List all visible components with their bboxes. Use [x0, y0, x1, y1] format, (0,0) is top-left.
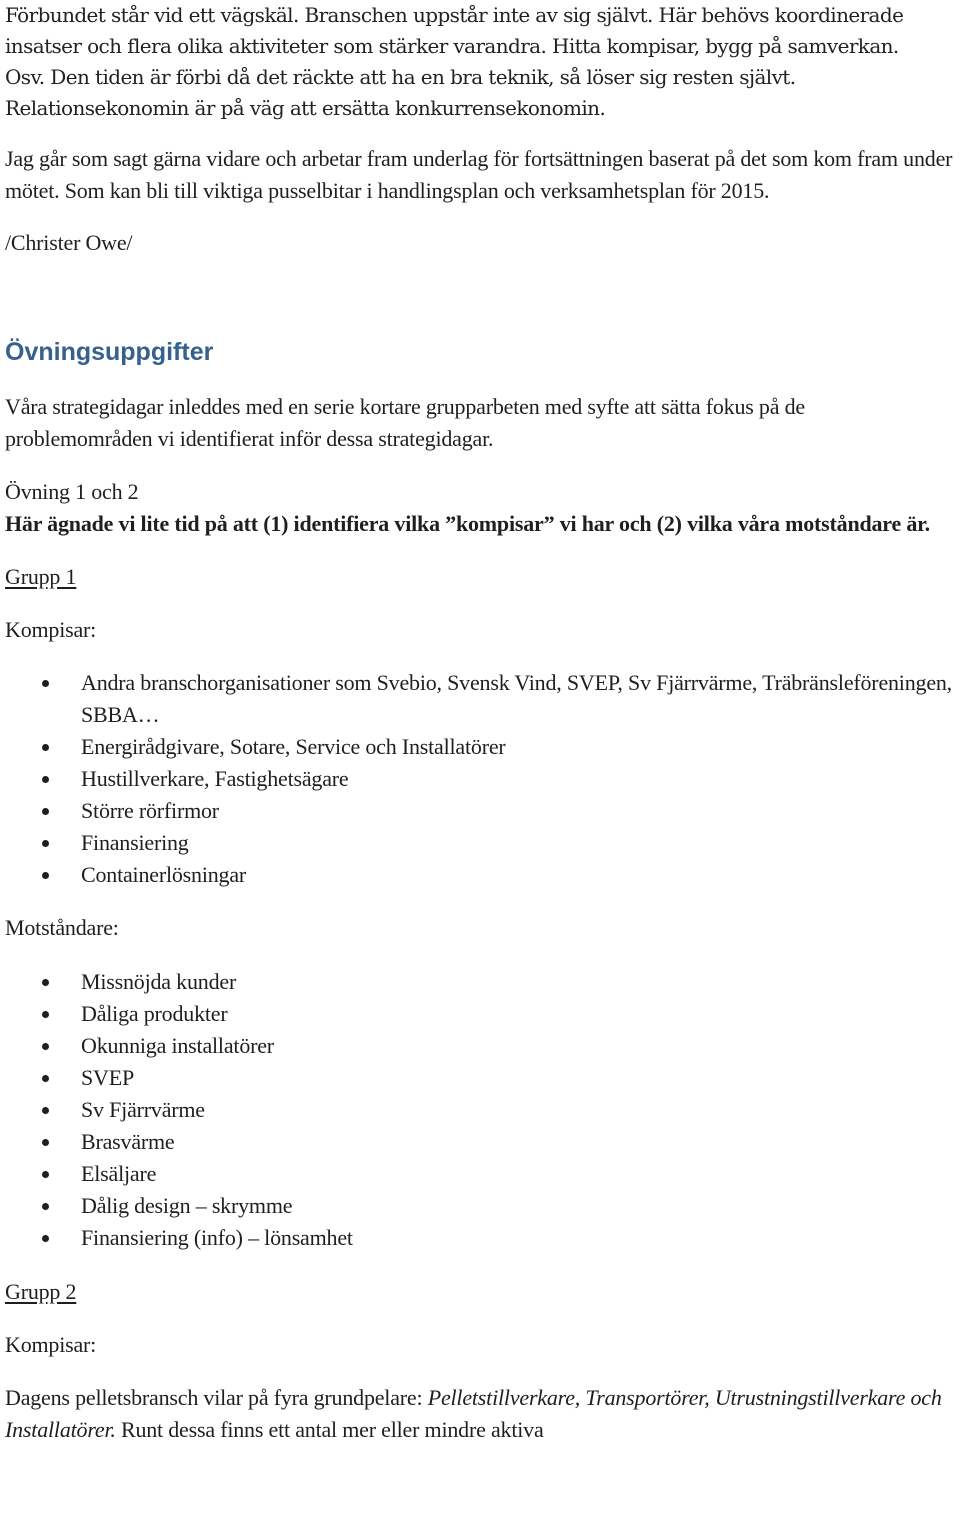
- bullet-icon: [42, 1171, 49, 1178]
- list-item: Dåliga produkter: [5, 998, 955, 1030]
- group2-paragraph: [5, 1382, 955, 1446]
- section-intro: Våra strategidagar inleddes med en serie kortare grupparbeten med syfte att sätta fokus på de problemområden vi identifierat inför dessa strategidagar.: [5, 394, 805, 451]
- group2-text-end: Runt dessa finns ett antal mer eller mindre aktiva: [115, 1417, 544, 1442]
- bullet-icon: [42, 1043, 49, 1050]
- bullet-icon: [42, 776, 49, 783]
- bullet-icon: [42, 1075, 49, 1082]
- intro-paragraph-1: Förbundet står vid ett vägskäl. Branschen uppstår inte av sig självt. Här behövs koordinerade insatser och flera olika aktiviteter som stärker varandra. Hitta kompisar, bygg på samverkan. Osv. Den tiden är förbi då det räckte att ha en bra teknik, så löser sig resten självt. Relationsekonomin är på väg att ersätta konkurrensekonomin.: [5, 3, 904, 120]
- group1-friends-list: [5, 667, 955, 891]
- list-item: Elsäljare: [5, 1158, 955, 1190]
- list-item: Missnöjda kunder: [5, 966, 955, 998]
- bullet-icon: [42, 680, 49, 687]
- group1-opponents-label: Motståndare:: [5, 915, 119, 940]
- list-item: Större rörfirmor: [5, 795, 955, 827]
- bullet-icon: [42, 744, 49, 751]
- list-item: Finansiering: [5, 827, 955, 859]
- bullet-icon: [42, 1203, 49, 1210]
- list-item: Energirådgivare, Sotare, Service och Installatörer: [5, 731, 955, 763]
- exercise-question: Här ägnade vi lite tid på att (1) identifiera vilka ”kompisar” vi har och (2) vilka våra motståndare är.: [5, 511, 930, 536]
- list-item: Sv Fjärrvärme: [5, 1094, 955, 1126]
- list-item: Finansiering (info) – lönsamhet: [5, 1222, 955, 1254]
- bullet-icon: [42, 1235, 49, 1242]
- group2-friends-label: Kompisar:: [5, 1332, 97, 1357]
- bullet-icon: [42, 840, 49, 847]
- bullet-icon: [42, 1107, 49, 1114]
- intro-paragraph-2: Jag går som sagt gärna vidare och arbetar fram underlag för fortsättningen baserat på det som kom fram under mötet. Som kan bli till viktiga pusselbitar i handlingsplan och verksamhetsplan för 2015.: [5, 146, 953, 203]
- group1-title: Grupp 1: [5, 564, 77, 589]
- list-item: Andra branschorganisationer som Svebio, Svensk Vind, SVEP, Sv Fjärrvärme, Träbränsleföreningen, SBBA…: [5, 667, 955, 731]
- list-item: SVEP: [5, 1062, 955, 1094]
- group2-text-italic: Pelletstillverkare, Transportörer, Utrustningstillverkare och Installatörer.: [5, 1385, 942, 1442]
- group1-friends-label: Kompisar:: [5, 617, 97, 642]
- list-item: Brasvärme: [5, 1126, 955, 1158]
- section-heading: Övningsuppgifter: [5, 338, 214, 366]
- document-page: [5, 0, 955, 1446]
- signature: /Christer Owe/: [5, 230, 133, 255]
- list-item: Hustillverkare, Fastighetsägare: [5, 763, 955, 795]
- group2-text-start: Dagens pelletsbransch vilar på fyra grundpelare:: [5, 1385, 428, 1410]
- bullet-icon: [42, 1139, 49, 1146]
- bullet-icon: [42, 1011, 49, 1018]
- bullet-icon: [42, 808, 49, 815]
- list-item: Okunniga installatörer: [5, 1030, 955, 1062]
- group2-title: Grupp 2: [5, 1279, 77, 1304]
- group1-opponents-list: [5, 966, 955, 1254]
- exercise-label: Övning 1 och 2: [5, 479, 139, 504]
- bullet-icon: [42, 872, 49, 879]
- list-item: Containerlösningar: [5, 859, 955, 891]
- bullet-icon: [42, 979, 49, 986]
- list-item: Dålig design – skrymme: [5, 1190, 955, 1222]
